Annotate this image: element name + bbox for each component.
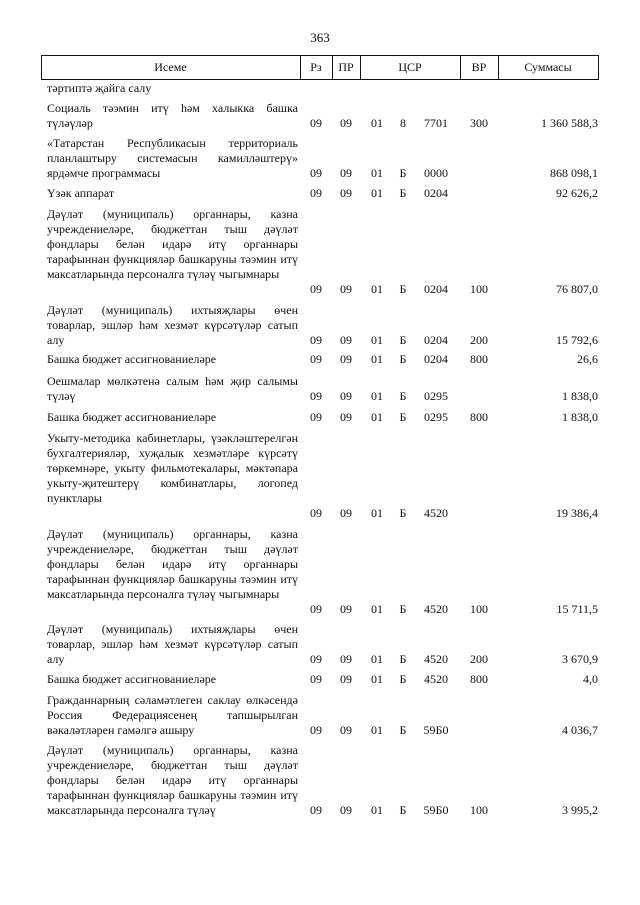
- row-csr-2: Б: [399, 352, 407, 366]
- row-csr-2: Б: [399, 803, 407, 817]
- row-sum: 1 838,0: [562, 410, 598, 424]
- row-csr-2: Б: [399, 506, 407, 520]
- row-pr: 09: [340, 803, 352, 817]
- row-name: Башка бюджет ассигнованиеләре: [47, 352, 217, 366]
- row-pr: 09: [340, 672, 352, 686]
- row-csr-2: Б: [399, 723, 407, 737]
- row-name: Дәүләт (муниципаль) органнары, казна учреждениеләре, бюджеттан тыш дәүләт фондлары белән идарә итү органнары тарафыннан функцияләр башкаруны тәэмин итү максатларында персоналга түләү чыгымнары: [47, 527, 298, 601]
- row-name: Укыту-методика кабинетлары, үзәкләштерелгән бухгалтерияләр, хуҗалык хезмәтләре күрсәтү төркемнәре, укыту фильмотекалары, мәктәпара укыту-җитештерү комбинатлары, логопед пунктлары: [47, 431, 298, 505]
- row-pr: 09: [340, 389, 352, 403]
- header-divider: [598, 55, 599, 80]
- row-csr-1: 01: [371, 166, 383, 180]
- row-vr: 800: [470, 672, 488, 686]
- row-vr: 300: [470, 116, 488, 130]
- header-vr: ВР: [471, 60, 487, 74]
- row-csr-3: 0295: [424, 410, 448, 424]
- row-csr-3: 59Б0: [423, 723, 449, 737]
- row-rz: 09: [310, 186, 322, 200]
- row-csr-2: Б: [399, 602, 407, 616]
- row-sum: 19 386,4: [556, 506, 598, 520]
- row-pr: 09: [340, 352, 352, 366]
- row-pr: 09: [340, 333, 352, 347]
- row-name: Үзәк аппарат: [47, 186, 115, 200]
- row-csr-1: 01: [371, 116, 383, 130]
- row-name: Оешмалар мөлкәтенә салым һәм җир салымы түләү: [47, 374, 298, 403]
- row-rz: 09: [310, 352, 322, 366]
- row-sum: 1 360 588,3: [541, 116, 598, 130]
- row-name: Гражданнарның сәламәтлеген саклау өлкәсендә Россия Федерациясенең тапшырылган вәкаләтләрен гамәлгә ашыру: [47, 693, 298, 737]
- row-csr-1: 01: [371, 723, 383, 737]
- row-csr-2: 8: [400, 116, 406, 130]
- row-vr: 200: [470, 333, 488, 347]
- header-bottom-border: [41, 79, 598, 80]
- row-csr-1: 01: [371, 652, 383, 666]
- row-rz: 09: [310, 506, 322, 520]
- row-csr-2: Б: [399, 672, 407, 686]
- row-csr-3: 4520: [424, 672, 448, 686]
- row-csr-2: Б: [399, 166, 407, 180]
- row-vr: 800: [470, 352, 488, 366]
- row-csr-3: 0204: [424, 333, 448, 347]
- header-name: Исеме: [154, 60, 187, 74]
- table-row: [0, 693, 640, 738]
- row-csr-1: 01: [371, 352, 383, 366]
- row-rz: 09: [310, 282, 322, 296]
- row-rz: 09: [310, 333, 322, 347]
- row-name: Башка бюджет ассигнованиеләре: [47, 410, 217, 424]
- row-sum: 3 995,2: [562, 803, 598, 817]
- row-csr-3: 4520: [424, 506, 448, 520]
- table-row: [0, 136, 640, 181]
- row-name: Дәүләт (муниципаль) ихтыяҗлары өчен товарлар, эшләр һәм хезмәт күрсәтүләр сатып алу: [47, 622, 298, 666]
- row-vr: 100: [470, 282, 488, 296]
- table-row: [0, 186, 640, 201]
- row-name: Социаль тәэмин итү һәм халыкка башка түләүләр: [47, 101, 298, 130]
- table-row: [0, 352, 640, 367]
- row-vr: 100: [470, 602, 488, 616]
- row-csr-2: Б: [399, 186, 407, 200]
- table-row: [0, 672, 640, 687]
- row-rz: 09: [310, 723, 322, 737]
- row-csr-1: 01: [371, 282, 383, 296]
- row-csr-3: 59Б0: [423, 803, 449, 817]
- row-pr: 09: [340, 282, 352, 296]
- row-rz: 09: [310, 602, 322, 616]
- row-pr: 09: [340, 506, 352, 520]
- row-csr-1: 01: [371, 803, 383, 817]
- row-sum: 4,0: [583, 672, 598, 686]
- row-csr-1: 01: [371, 186, 383, 200]
- row-sum: 76 807,0: [556, 282, 598, 296]
- row-name: тәртиптә җайга салу: [47, 81, 152, 95]
- row-name: Дәүләт (муниципаль) органнары, казна учреждениеләре, бюджеттан тыш дәүләт фондлары белән идарә итү органнары тарафыннан функцияләр башкаруны тәэмин итү максатларында персоналга түләү чыгымнары: [47, 207, 298, 281]
- row-vr: 100: [470, 803, 488, 817]
- row-pr: 09: [340, 116, 352, 130]
- row-csr-3: 0000: [424, 166, 448, 180]
- row-csr-1: 01: [371, 333, 383, 347]
- row-rz: 09: [310, 803, 322, 817]
- row-sum: 15 711,5: [556, 602, 598, 616]
- table-row: [0, 207, 640, 297]
- header-pr: ПР: [338, 60, 354, 74]
- row-sum: 1 838,0: [562, 389, 598, 403]
- header-rz: Рз: [310, 60, 322, 74]
- row-pr: 09: [340, 723, 352, 737]
- row-csr-3: 4520: [424, 602, 448, 616]
- table-row: [0, 410, 640, 425]
- row-pr: 09: [340, 166, 352, 180]
- row-csr-3: 7701: [424, 116, 448, 130]
- row-sum: 92 626,2: [556, 186, 598, 200]
- row-csr-2: Б: [399, 333, 407, 347]
- table-row: [0, 374, 640, 404]
- row-vr: 800: [470, 410, 488, 424]
- row-rz: 09: [310, 166, 322, 180]
- row-name: Башка бюджет ассигнованиеләре: [47, 672, 217, 686]
- table-row: [0, 303, 640, 348]
- row-csr-2: Б: [399, 652, 407, 666]
- row-name: «Татарстан Республикасын территориаль планлаштыру системасын камилләштерү» ярдәмче программасы: [47, 136, 298, 180]
- row-pr: 09: [340, 410, 352, 424]
- row-csr-1: 01: [371, 389, 383, 403]
- table-row: [0, 101, 640, 131]
- row-csr-3: 0295: [424, 389, 448, 403]
- row-csr-1: 01: [371, 410, 383, 424]
- header-sum: Суммасы: [524, 60, 572, 74]
- row-pr: 09: [340, 652, 352, 666]
- row-rz: 09: [310, 389, 322, 403]
- row-pr: 09: [340, 186, 352, 200]
- row-csr-3: 4520: [424, 652, 448, 666]
- row-sum: 868 098,1: [550, 166, 598, 180]
- table-row: [0, 622, 640, 667]
- table-row: [0, 527, 640, 617]
- table-row: [0, 431, 640, 521]
- row-rz: 09: [310, 116, 322, 130]
- row-sum: 15 792,6: [556, 333, 598, 347]
- row-csr-3: 0204: [424, 282, 448, 296]
- row-csr-1: 01: [371, 602, 383, 616]
- row-csr-2: Б: [399, 282, 407, 296]
- row-csr-3: 0204: [424, 186, 448, 200]
- row-sum: 4 036,7: [562, 723, 598, 737]
- row-pr: 09: [340, 602, 352, 616]
- row-name: Дәүләт (муниципаль) органнары, казна учреждениеләре, бюджеттан тыш дәүләт фондлары белән идарә итү органнары тарафыннан функцияләр башкаруны тәэмин итү максатларында персоналга түләү: [47, 743, 298, 817]
- row-csr-2: Б: [399, 410, 407, 424]
- table-row: [0, 743, 640, 818]
- row-csr-3: 0204: [424, 352, 448, 366]
- row-sum: 3 670,9: [562, 652, 598, 666]
- row-rz: 09: [310, 410, 322, 424]
- page-number: 363: [310, 30, 330, 45]
- row-rz: 09: [310, 672, 322, 686]
- row-rz: 09: [310, 652, 322, 666]
- table-row: [0, 81, 640, 96]
- header-csr: ЦСР: [398, 60, 422, 74]
- row-sum: 26,6: [577, 352, 598, 366]
- row-csr-2: Б: [399, 389, 407, 403]
- row-vr: 200: [470, 652, 488, 666]
- row-csr-1: 01: [371, 672, 383, 686]
- row-name: Дәүләт (муниципаль) ихтыяҗлары өчен товарлар, эшләр һәм хезмәт күрсәтүләр сатып алу: [47, 303, 298, 347]
- row-csr-1: 01: [371, 506, 383, 520]
